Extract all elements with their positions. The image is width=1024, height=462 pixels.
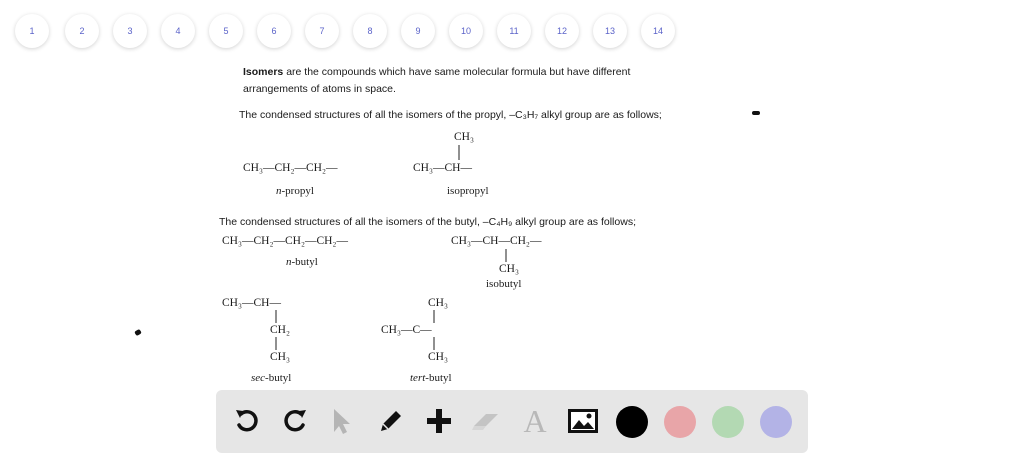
page-button-10[interactable]: 10 — [449, 14, 483, 48]
page-button-7[interactable]: 7 — [305, 14, 339, 48]
text-icon[interactable]: A — [523, 403, 547, 439]
page-button-9[interactable]: 9 — [401, 14, 435, 48]
isobutyl-bottom-group: CH₃ — [499, 263, 519, 275]
drawing-toolbar — [216, 390, 808, 453]
tert-butyl-bottom-group: CH₃ — [428, 351, 448, 363]
undo-icon[interactable] — [230, 404, 264, 438]
page-button-13[interactable]: 13 — [593, 14, 627, 48]
page-button-1[interactable]: 1 — [15, 14, 49, 48]
color-black-swatch[interactable] — [616, 406, 648, 438]
tert-butyl-top-group: CH₃ — [428, 297, 448, 309]
intro-rest: are the compounds which have same molecular formula but have different — [283, 66, 631, 78]
page-button-2[interactable]: 2 — [65, 14, 99, 48]
propyl-sentence: The condensed structures of all the isomers of the propyl, –C₃H₇ alkyl group are as follows; — [239, 109, 662, 121]
isopropyl-label: isopropyl — [447, 185, 489, 197]
n-propyl-suffix: -propyl — [281, 185, 314, 197]
plus-icon[interactable] — [422, 404, 456, 438]
page-button-12[interactable]: 12 — [545, 14, 579, 48]
eraser-icon[interactable] — [470, 404, 504, 438]
page-button-14[interactable]: 14 — [641, 14, 675, 48]
isopropyl-formula: CH₃—CH— — [413, 162, 472, 174]
n-propyl-formula: CH₃—CH₂—CH₂— — [243, 162, 338, 174]
page-button-5[interactable]: 5 — [209, 14, 243, 48]
pointer-icon[interactable] — [324, 404, 358, 438]
n-propyl-prefix: n — [276, 185, 282, 197]
intro-bold: Isomers — [243, 66, 284, 78]
page-button-8[interactable]: 8 — [353, 14, 387, 48]
n-butyl-formula: CH₃—CH₂—CH₂—CH₂— — [222, 235, 348, 247]
sec-butyl-suffix: -butyl — [265, 372, 292, 384]
sec-butyl-bottom-group: CH₃ — [270, 351, 290, 363]
ink-mark — [752, 111, 760, 115]
isobutyl-label: isobutyl — [486, 278, 522, 290]
tert-butyl-formula: CH₃—C— — [381, 324, 432, 336]
sec-butyl-formula: CH₃—CH— — [222, 297, 281, 309]
page-button-4[interactable]: 4 — [161, 14, 195, 48]
color-pink-swatch[interactable] — [664, 406, 696, 438]
color-green-swatch[interactable] — [712, 406, 744, 438]
tert-butyl-suffix: -butyl — [425, 372, 452, 384]
page-button-11[interactable]: 11 — [497, 14, 531, 48]
isobutyl-formula: CH₃—CH—CH₂— — [451, 235, 542, 247]
isopropyl-top-group: CH₃ — [454, 131, 474, 143]
n-butyl-suffix: -butyl — [291, 256, 318, 268]
butyl-sentence: The condensed structures of all the isomers of the butyl, –C₄H₉ alkyl group are as follows; — [219, 216, 636, 228]
page-button-3[interactable]: 3 — [113, 14, 147, 48]
intro-line-2: arrangements of atoms in space. — [243, 83, 396, 95]
image-icon[interactable] — [566, 404, 600, 438]
sec-butyl-mid-group: CH₂ — [270, 324, 290, 336]
page-button-6[interactable]: 6 — [257, 14, 291, 48]
color-purple-swatch[interactable] — [760, 406, 792, 438]
tert-butyl-prefix: tert — [410, 372, 426, 384]
redo-icon[interactable] — [278, 404, 312, 438]
pen-icon[interactable] — [374, 404, 408, 438]
n-butyl-prefix: n — [286, 256, 292, 268]
sec-butyl-prefix: sec — [251, 372, 266, 384]
